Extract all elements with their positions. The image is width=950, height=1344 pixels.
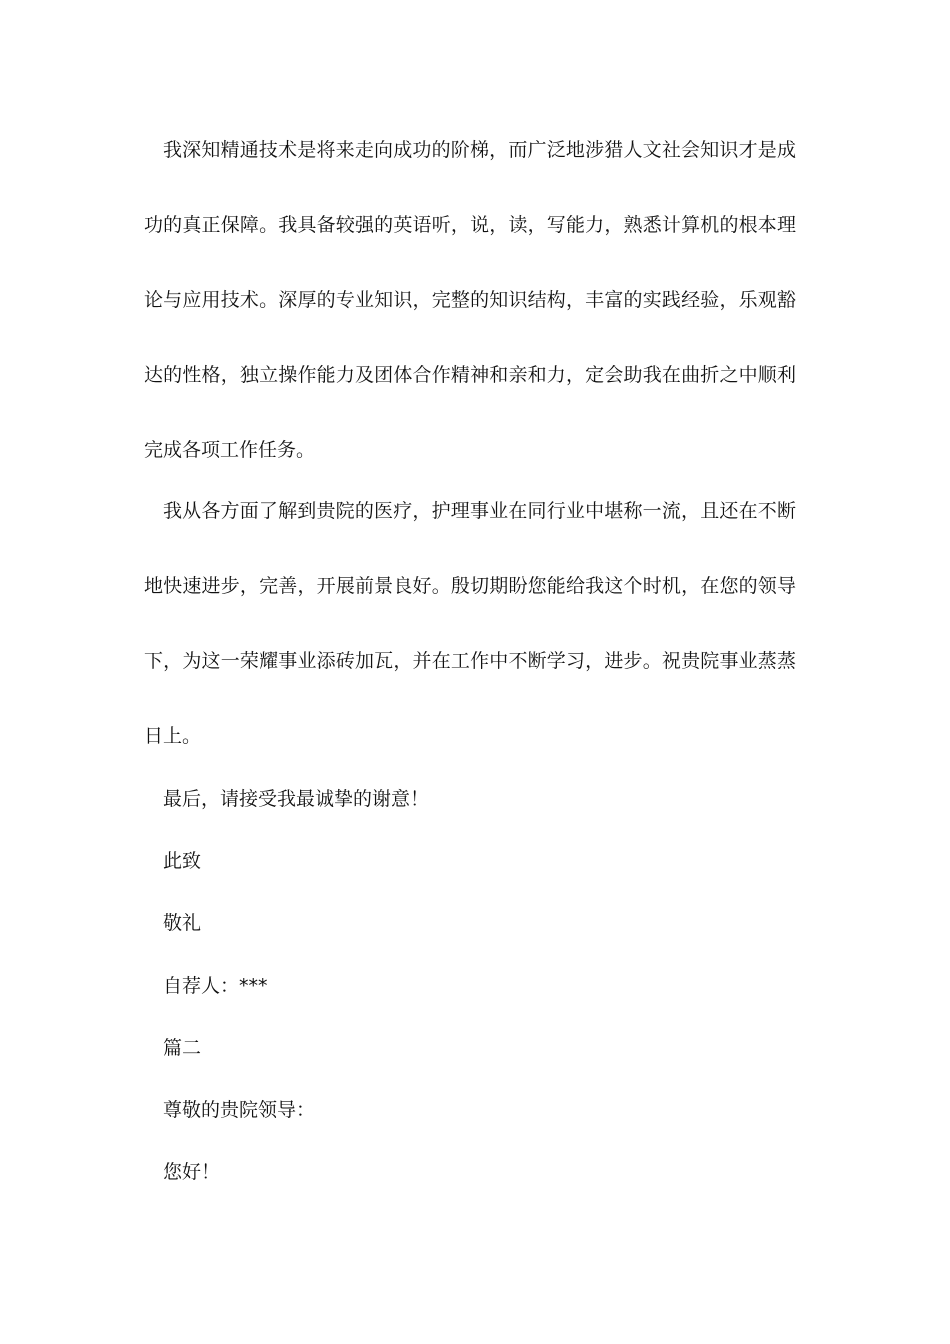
body-paragraph: 我从各方面了解到贵院的医疗，护理事业在同行业中堪称一流，且还在不断地快速进步，完善，开展前景良好。殷切期盼您能给我这个时机，在您的领导下，为这一荣耀事业添砖加瓦，并在工作中不断学习，进步。祝贵院事业蒸蒸日上。 (144, 500, 796, 747)
closing-line: 最后，请接受我最诚挚的谢意！ (163, 788, 430, 810)
greeting-line: 尊敬的贵院领导： (163, 1099, 316, 1121)
section-title: 篇二 (163, 1037, 202, 1059)
body-paragraph: 我深知精通技术是将来走向成功的阶梯，而广泛地涉猎人文社会知识才是成功的真正保障。我具备较强的英语听，说，读，写能力，熟悉计算机的根本理论与应用技术。深厚的专业知识，完整的知识结构，丰富的实践经验，乐观豁达的性格，独立操作能力及团体合作精神和亲和力，定会助我在曲折之中顺利完成各项工作任务。 (144, 139, 796, 461)
hello-line: 您好！ (163, 1161, 221, 1183)
signature-line: 自荐人：*** (163, 975, 268, 997)
salutation-line: 敬礼 (163, 912, 202, 934)
salutation-line: 此致 (163, 850, 202, 872)
